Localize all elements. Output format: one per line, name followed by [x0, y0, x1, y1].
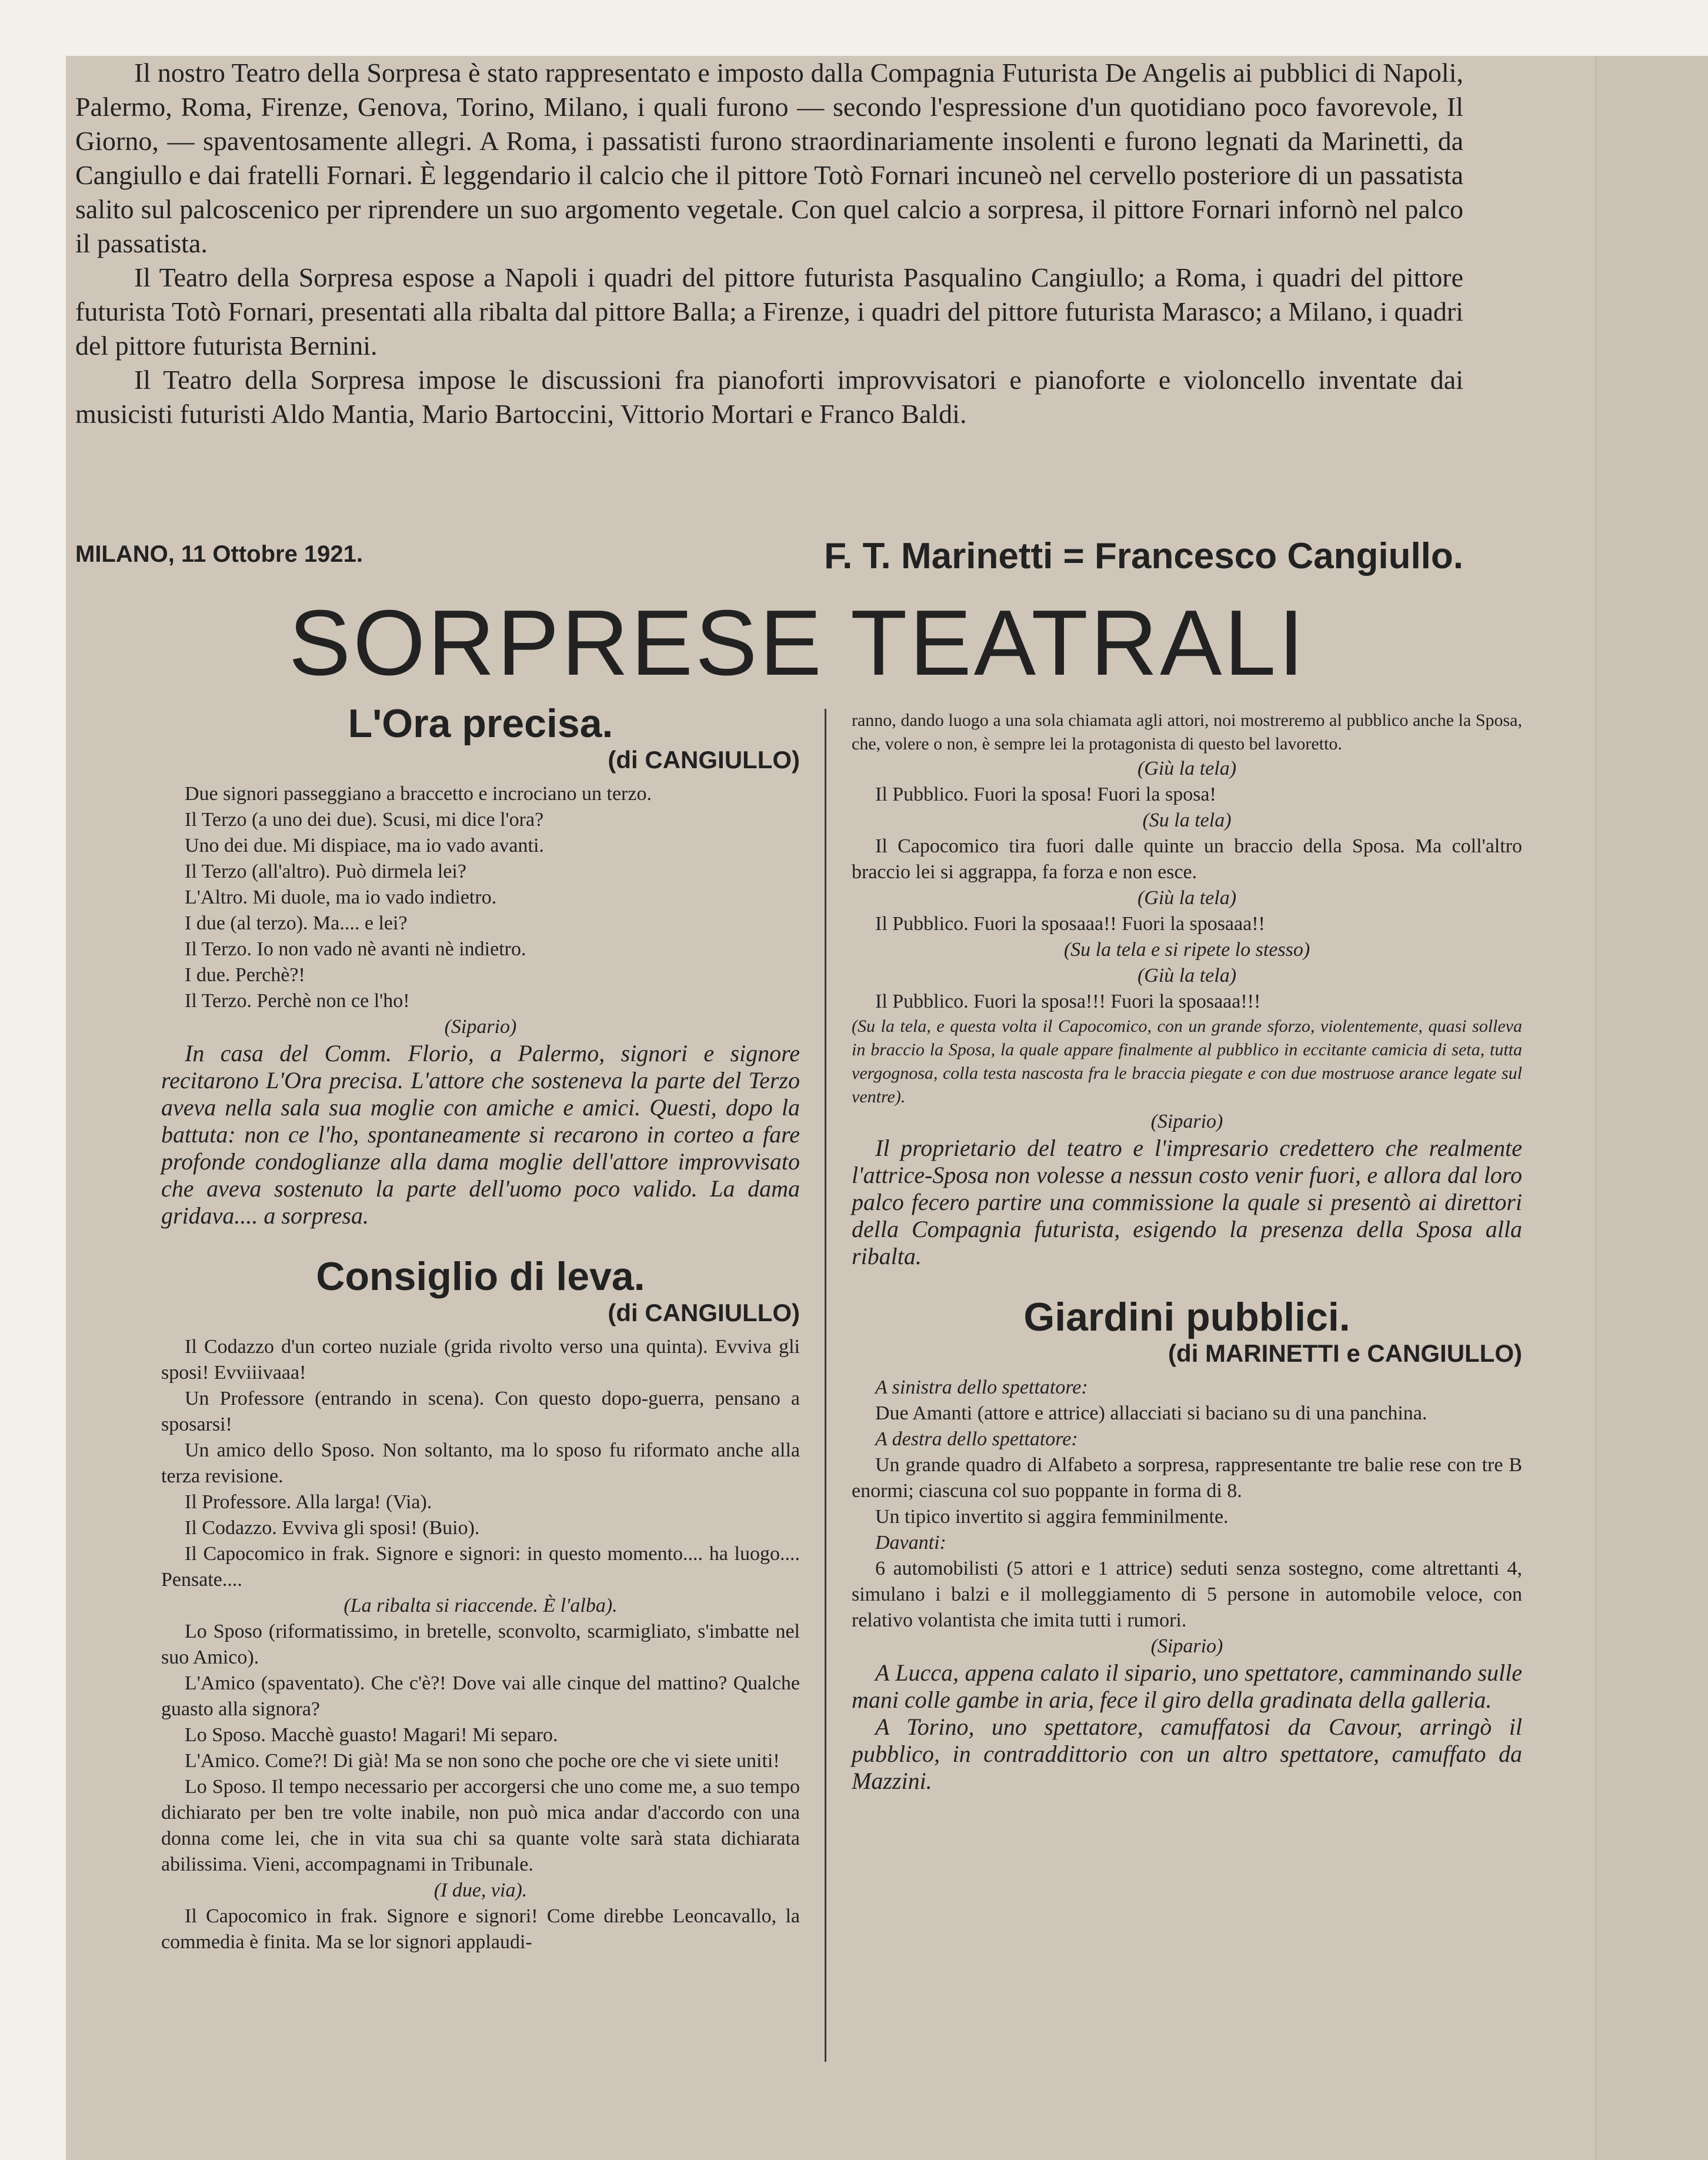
left-column: [161, 700, 800, 1955]
dialogue-line: Il Codazzo d'un corteo nuziale (grida rivolto verso una quinta). Evviva gli sposi! Evviiivaaa!: [161, 1336, 800, 1384]
dialogue-line: Il Terzo (all'altro). Può dirmela lei?: [185, 861, 466, 882]
stage-direction: (Giù la tela): [1137, 758, 1237, 779]
intro-paragraph: Il Teatro della Sorpresa espose a Napoli i quadri del pittore futurista Pasqualino Cangiullo; a Roma, i quadri del pittore futurista Totò Fornari, presentati alla ribalta dal pittore Balla; a Firenze, i quadri del pittore futurista Marasco; a Milano, i quadri del pittore futurista Bernini.: [75, 262, 1463, 361]
continued-text: ranno, dando luogo a una sola chiamata agli attori, noi mostreremo al pubblico anche la Sposa, che, volere o non, è sempre lei la protagonista di questo bel lavoretto.: [852, 711, 1522, 754]
section-byline: (di CANGIULLO): [608, 1299, 800, 1326]
dialogue-line: Uno dei due. Mi dispiace, ma io vado avanti.: [185, 835, 544, 856]
dialogue-line: Un Professore (entrando in scena). Con questo dopo-guerra, pensano a sposarsi!: [161, 1388, 800, 1435]
dialogue-line: Il Terzo. Io non vado nè avanti nè indietro.: [185, 938, 526, 960]
italic-note: A Lucca, appena calato il sipario, uno spettatore, camminando sulle mani colle gambe in aria, fece il giro della gradinata della galleria.: [852, 1659, 1522, 1713]
section-title: Consiglio di leva.: [316, 1254, 645, 1299]
dialogue-line: Il Capocomico in frak. Signore e signori! Come direbbe Leoncavallo, la commedia è finita. Ma se lor signori applaudi-: [161, 1905, 800, 1953]
dialogue-line: Il Professore. Alla larga! (Via).: [185, 1491, 432, 1513]
intro-paragraph: Il Teatro della Sorpresa impose le discussioni fra pianoforti improvvisatori e pianoforte e violoncello inventate dai musicisti futuristi Aldo Mantia, Mario Bartoccini, Vittorio Mortari e Franco Baldi.: [75, 365, 1463, 429]
stage-heading: A destra dello spettatore:: [875, 1428, 1078, 1450]
stage-direction: (Su la tela, e questa volta il Capocomico, con un grande sforzo, violentemente, quasi solleva in braccio la Sposa, la quale appare finalmente al pubblico in eccitante camicia di seta, tutta vergognosa, colla testa nascosta fra le braccia piegate e con due mostruose arance legate sul ventre).: [852, 1016, 1522, 1106]
scene-text: Un grande quadro di Alfabeto a sorpresa, rappresentante tre balie rese con tre B enormi; ciascuna col suo poppante in forma di 8.: [852, 1454, 1522, 1502]
section-byline: (di MARINETTI e CANGIULLO): [1168, 1339, 1522, 1367]
dialogue-line: Lo Sposo. Il tempo necessario per accorgersi che uno come me, a suo tempo dichiarato per ben tre volte inabile, non può mica andar d'accordo con una donna come lei, che in vita sua chi sa quante volte sarà stata dichiarata abilissima. Vieni, accompagnami in Tribunale.: [161, 1776, 800, 1875]
stage-direction: (Giù la tela): [1137, 887, 1237, 909]
page-title: SORPRESE TEATRALI: [288, 591, 1307, 695]
dialogue-line: L'Amico (spaventato). Che c'è?! Dove vai alle cinque del mattino? Qualche guasto alla signora?: [161, 1672, 800, 1720]
stage-direction: (Su la tela e si ripete lo stesso): [1063, 939, 1310, 961]
right-column: [852, 709, 1522, 1795]
italic-note: Il proprietario del teatro e l'impresario credettero che realmente l'attrice-Sposa non volesse a nessun costo venir fuori, e allora dal loro palco fecero partire una commissione la quale si presentò ai direttori della Compagnia futurista, esigendo la presenza della Sposa alla ribalta.: [852, 1135, 1522, 1269]
intro-paragraph: Il nostro Teatro della Sorpresa è stato rappresentato e imposto dalla Compagnia Futurista De Angelis ai pubblici di Napoli, Palermo, Roma, Firenze, Genova, Torino, Milano, i quali furono — secondo l'espressione d'un quotidiano poco favorevole, Il Giorno, — spaventosamente allegri. A Roma, i passatisti furono straordinariamente insolenti e furono legnati da Marinetti, da Cangiullo e dai fratelli Fornari. È leggendario il calcio che il pittore Totò Fornari incuneò nel cervello posteriore di un passatista salito sul palcoscenico per riprendere un suo argomento vegetale. Con quel calcio a sorpresa, il pittore Fornari infornò nel palco il passatista.: [75, 58, 1463, 258]
stage-heading: A sinistra dello spettatore:: [875, 1376, 1088, 1398]
dialogue-line: Il Pubblico. Fuori la sposa!!! Fuori la sposaaa!!!: [875, 991, 1261, 1012]
adjacent-page-strip: [1595, 56, 1708, 2160]
scene-text: Un tipico invertito si aggira femminilmente.: [875, 1506, 1229, 1528]
dialogue-line: Il Codazzo. Evviva gli sposi! (Buio).: [185, 1517, 480, 1539]
dialogue-line: Il Capocomico tira fuori dalle quinte un braccio della Sposa. Ma coll'altro braccio lei si aggrappa, fa forza e non esce.: [852, 835, 1522, 883]
dialogue-line: I due (al terzo). Ma.... e lei?: [185, 912, 408, 934]
stage-direction: (Su la tela): [1142, 809, 1232, 831]
intro-text: [75, 56, 1463, 431]
dialogue-line: Il Pubblico. Fuori la sposaaa!! Fuori la sposaaa!!: [875, 913, 1265, 935]
dialogue-line: L'Amico. Come?! Di già! Ma se non sono che poche ore che vi siete uniti!: [185, 1750, 780, 1772]
signature-authors: F. T. Marinetti = Francesco Cangiullo.: [824, 536, 1463, 576]
section-byline: (di CANGIULLO): [608, 746, 800, 774]
dialogue-line: Un amico dello Sposo. Non soltanto, ma lo sposo fu riformato anche alla terza revisione.: [161, 1439, 800, 1487]
dialogue-line: Il Pubblico. Fuori la sposa! Fuori la sposa!: [875, 784, 1216, 805]
stage-direction: (Giù la tela): [1137, 965, 1237, 986]
dialogue-line: Lo Sposo. Macchè guasto! Magari! Mi separo.: [185, 1724, 558, 1746]
italic-note: In casa del Comm. Florio, a Palermo, signori e signore recitarono L'Ora precisa. L'attore che sosteneva la parte del Terzo aveva nella sala sua moglie con amiche e amici. Questi, dopo la battuta: non ce l'ho, spontaneamente si recarono in corteo a fare profonde condoglianze alla dama moglie dell'attore improvvisato che aveva sostenuto la parte dell'uomo poco valido. La dama gridava.... a sorpresa.: [161, 1040, 800, 1229]
section-title: L'Ora precisa.: [348, 701, 613, 746]
dialogue-line: Il Terzo (a uno dei due). Scusi, mi dice l'ora?: [185, 809, 544, 831]
scene-text: 6 automobilisti (5 attori e 1 attrice) seduti senza sostegno, come altrettanti 4, simulano i balzi e il molleggiamento di 5 persone in automobile veloce, con relativo volantista che imita tutti i rumori.: [852, 1558, 1522, 1631]
dialogue-line: Lo Sposo (riformatissimo, in bretelle, sconvolto, scarmigliato, s'imbatte nel suo Amico).: [161, 1621, 800, 1668]
dialogue-line: L'Altro. Mi duole, ma io vado indietro.: [185, 886, 497, 908]
dialogue-line: I due. Perchè?!: [185, 964, 305, 986]
stage-direction: (Sipario): [1150, 1635, 1223, 1657]
signature-date: MILANO, 11 Ottobre 1921.: [75, 541, 363, 567]
column-divider: [825, 709, 826, 2062]
stage-direction: (Sipario): [444, 1016, 517, 1038]
stage-direction: (Sipario): [1150, 1111, 1223, 1132]
scene-text: Due Amanti (attore e attrice) allacciati si baciano su di una panchina.: [875, 1402, 1427, 1424]
dialogue-line: Il Terzo. Perchè non ce l'ho!: [185, 990, 410, 1012]
dialogue-line: Due signori passeggiano a braccetto e incrociano un terzo.: [185, 783, 652, 805]
signature-line: [75, 535, 1463, 576]
stage-direction: (I due, via).: [433, 1879, 528, 1901]
italic-note: A Torino, uno spettatore, camuffatosi da Cavour, arringò il pubblico, in contraddittorio con un altro spettatore, camuffato da Mazzini.: [852, 1714, 1522, 1794]
stage-heading: Davanti:: [875, 1532, 946, 1554]
section-title: Giardini pubblici.: [1023, 1295, 1350, 1339]
dialogue-line: Il Capocomico in frak. Signore e signori: in questo momento.... ha luogo.... Pensate....: [161, 1543, 800, 1591]
stage-direction: (La ribalta si riaccende. È l'alba).: [343, 1595, 618, 1616]
